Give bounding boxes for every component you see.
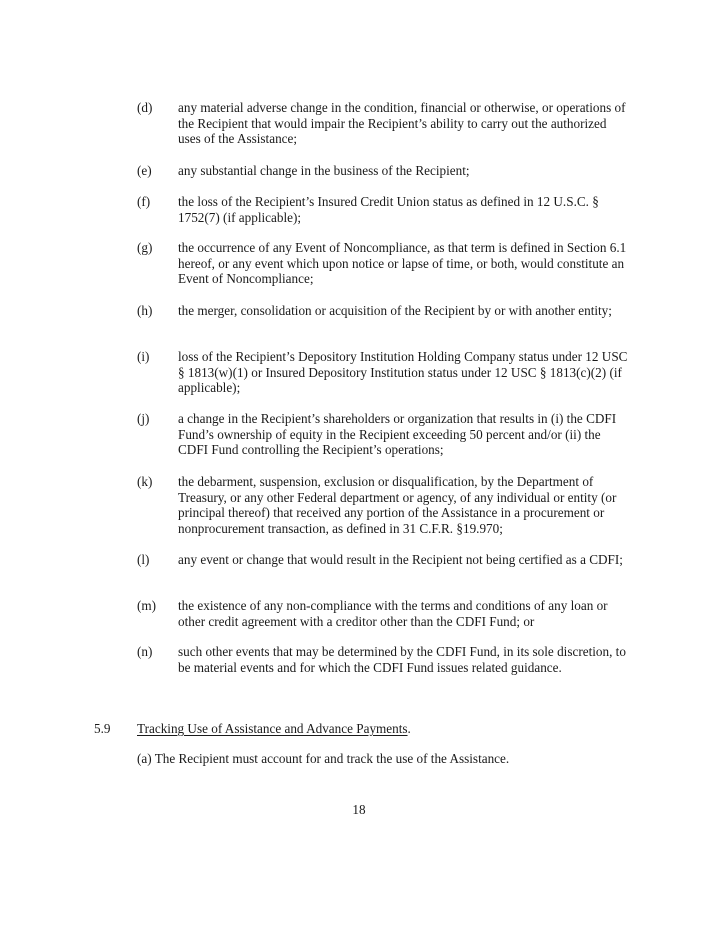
- list-item-text: the merger, consolidation or acquisition of the Recipient by or with another entity;: [178, 303, 612, 318]
- page-number: 18: [352, 802, 366, 817]
- list-item-label: (j): [137, 411, 150, 426]
- list-item-label: (d): [137, 100, 153, 115]
- list-item-label: (i): [137, 349, 150, 364]
- list-item-label: (h): [137, 303, 153, 318]
- list-item-text: any event or change that would result in the Recipient not being certified as a CDFI;: [178, 552, 623, 567]
- list-item-label: (g): [137, 240, 153, 255]
- list-item-text: a change in the Recipient’s shareholders or organization that results in (i) the CDFI Fund’s ownership of equity in the Recipient exceeding 50 percent and/or (ii) the CDFI Fund controlling the Recipient’s operations;: [178, 411, 617, 458]
- list-item-label: (k): [137, 474, 153, 489]
- list-item-label: (l): [137, 552, 150, 567]
- section-number: 5.9: [94, 721, 111, 736]
- list-item-text: any substantial change in the business of the Recipient;: [178, 163, 470, 178]
- list-item-text: such other events that may be determined by the CDFI Fund, in its sole discretion, to be material events and for which the CDFI Fund issues related guidance.: [178, 644, 626, 675]
- list-item-label: (f): [137, 194, 151, 209]
- list-item-label: (e): [137, 163, 152, 178]
- list-item-text: the existence of any non-compliance with the terms and conditions of any loan or other credit agreement with a creditor other than the CDFI Fund; or: [178, 598, 608, 629]
- section-title-wrap: [137, 721, 411, 737]
- list-item-text: loss of the Recipient’s Depository Institution Holding Company status under 12 USC § 1813(w)(1) or Insured Depository Institution status under 12 USC § 1813(c)(2) (if applicable);: [178, 349, 628, 396]
- list-item-text: any material adverse change in the condition, financial or otherwise, or operations of the Recipient that would impair the Recipient’s ability to carry out the authorized uses of the Assistance;: [178, 100, 626, 147]
- list-item-text: the loss of the Recipient’s Insured Credit Union status as defined in 12 U.S.C. § 1752(7) (if applicable);: [178, 194, 599, 225]
- body-paragraph: (a) The Recipient must account for and track the use of the Assistance.: [137, 751, 510, 766]
- list-item-label: (n): [137, 644, 153, 659]
- list-item-label: (m): [137, 598, 157, 613]
- list-item-text: the occurrence of any Event of Noncompliance, as that term is defined in Section 6.1 hereof, or any event which upon notice or lapse of time, or both, would constitute an Event of Noncompliance;: [178, 240, 627, 287]
- section-title-period: .: [407, 721, 411, 736]
- list-item-text: the debarment, suspension, exclusion or disqualification, by the Department of Treasury, or any other Federal department or agency, of any individual or entity (or principal thereof) that received any portion of the Assistance in a procurement or nonprocurement transaction, as defined in 31 C.F.R. §19.970;: [178, 474, 617, 536]
- section-title: Tracking Use of Assistance and Advance Payments: [137, 721, 408, 736]
